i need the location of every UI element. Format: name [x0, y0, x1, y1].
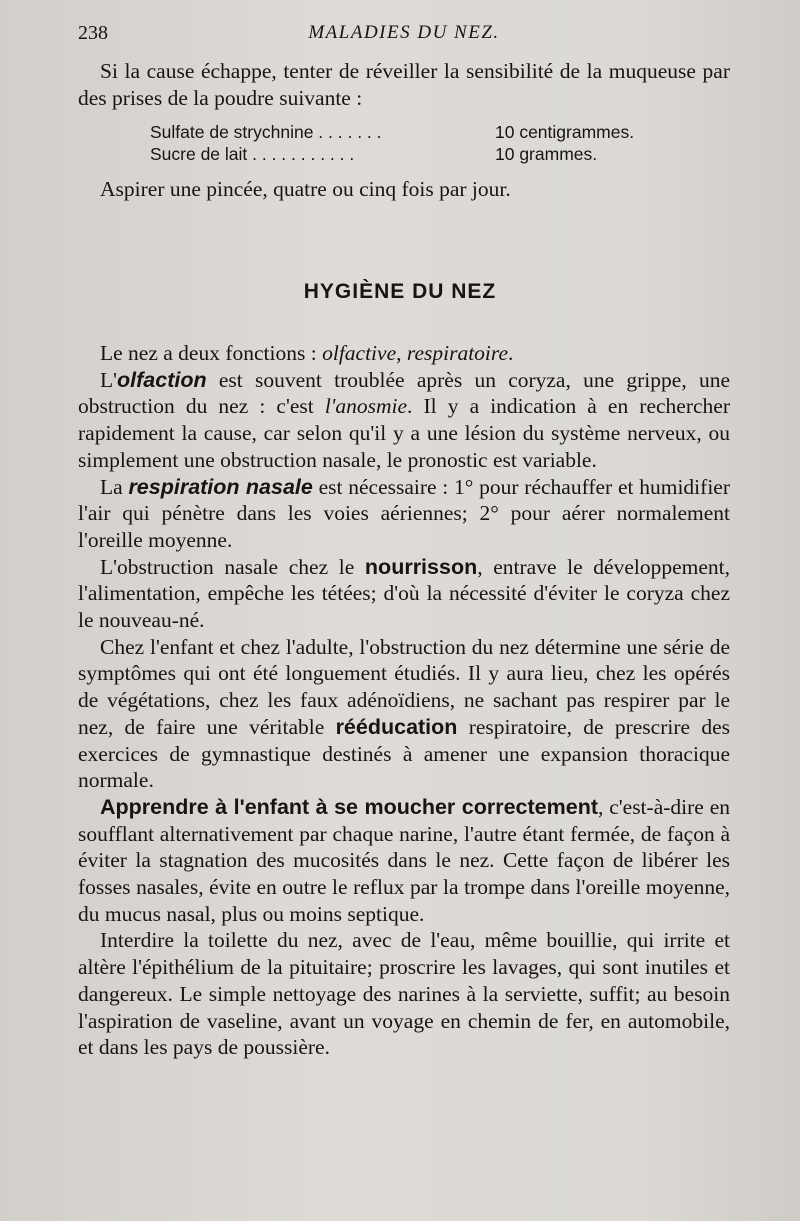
- formula-row: [150, 121, 670, 143]
- dosage-text: Aspirer une pincée, quatre ou cinq fois par jour.: [100, 177, 511, 201]
- paragraph-functions: Le nez a deux fonctions : olfactive, respiratoire.: [100, 341, 514, 365]
- paragraph-moucher: Apprendre à l'enfant à se moucher correctement, c'est-à-dire en soufflant alternativement par chaque narine, l'autre étant fermée, de façon à éviter la stagnation des mucosités dans le nez. Cette façon de libérer les fosses nasales, évite en outre le reflux par la trompe dans l'oreille moyenne, du mucus nasal, plus ou moins septique.: [78, 794, 730, 926]
- term-respiratoire: respiratoire: [406, 341, 509, 365]
- term-reeducation: rééducation: [335, 714, 458, 739]
- paragraph-toilette: Interdire la toilette du nez, avec de l'eau, même bouillie, qui irrite et altère l'épithélium de la pituitaire; proscrire les lavages, qui sont inutiles et dangereux. Le simple nettoyage des narines à la serviette, suffit; au besoin l'aspiration de vaseline, avant un voyage en chemin de fer, en automobile, et dans les pays de poussière.: [78, 928, 730, 1060]
- section-title: HYGIÈNE DU NEZ: [303, 280, 497, 303]
- paragraph-respiration: La respiration nasale est nécessaire : 1° pour réchauffer et humidifier l'air qui pénètre dans les voies aériennes; 2° pour aérer normalement l'oreille moyenne.: [78, 474, 730, 552]
- formula: [150, 121, 670, 165]
- page-number: 238: [78, 22, 108, 44]
- dosage-paragraph: [78, 176, 730, 203]
- term-respiration-nasale: respiration nasale: [128, 474, 313, 499]
- section-body: [78, 340, 730, 1061]
- intro-paragraph: [78, 58, 730, 111]
- paragraph-adulte: Chez l'enfant et chez l'adulte, l'obstruction du nez détermine une série de symptômes qui ont été longuement étudiés. Il y aura lieu, chez les opérés de végétations, chez les faux adénoïdiens, ne sachant pas respirer par le nez, de faire une véritable rééducation respiratoire, de prescrire des exercices de gymnastique destinés à amener une expansion thoracique normale.: [78, 634, 730, 793]
- formula-quantity: 10 centigrammes.: [495, 122, 635, 142]
- paragraph-olfaction: L'olfaction est souvent troublée après un coryza, une grippe, une obstruction du nez : c'est l'anosmie. Il y a indication à en rechercher rapidement la cause, car selon qu'il y a une lésion du système nerveux, ou simplement une obstruction nasale, le pronostic est variable.: [78, 367, 730, 472]
- formula-row: [150, 143, 670, 165]
- term-moucher: Apprendre à l'enfant à se moucher correctement: [100, 794, 598, 819]
- term-nourrisson: nourrisson: [364, 554, 478, 579]
- intro-text: Si la cause échappe, tenter de réveiller la sensibilité de la muqueuse par des prises de la poudre suivante :: [78, 59, 730, 110]
- term-olfactive: olfactive: [322, 341, 397, 365]
- paragraph-nourrisson: L'obstruction nasale chez le nourrisson, entrave le développement, l'alimentation, empêche les tétées; d'où la nécessité d'éviter le coryza chez le nouveau-né.: [78, 554, 731, 633]
- term-anosmie: l'anosmie: [324, 394, 408, 419]
- formula-ingredient: Sucre de lait . . . . . . . . . . .: [150, 144, 355, 164]
- formula-ingredient: Sulfate de strychnine . . . . . . .: [150, 122, 382, 142]
- term-olfaction: olfaction: [117, 367, 207, 392]
- formula-quantity: 10 grammes.: [495, 144, 598, 164]
- page-header: [78, 22, 730, 48]
- running-title: MALADIES DU NEZ.: [308, 22, 500, 43]
